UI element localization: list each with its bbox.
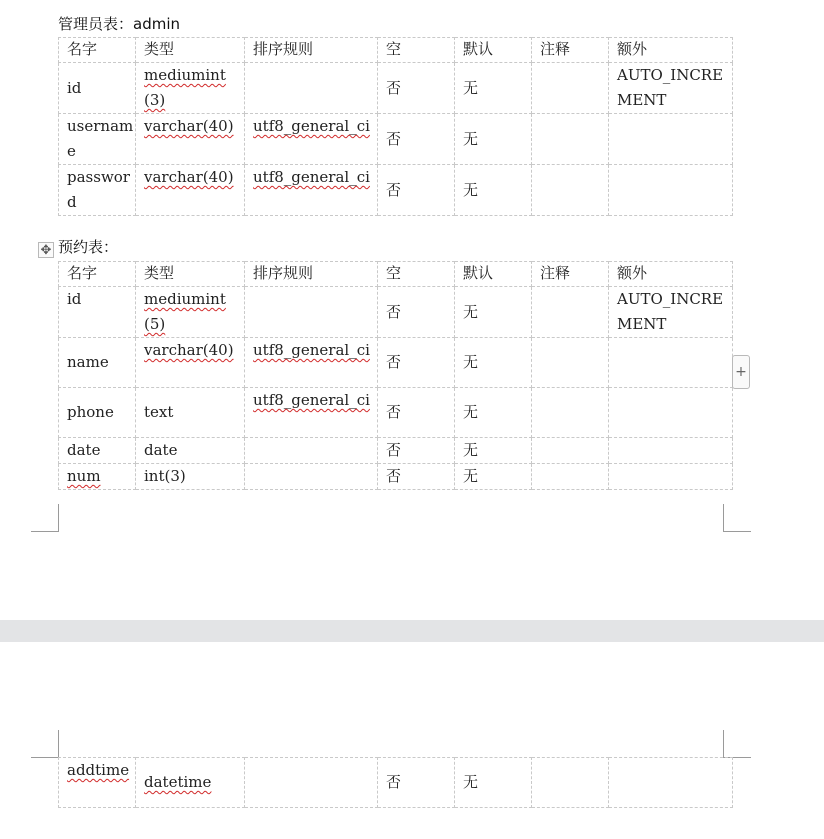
header-cell: 名字 [59, 262, 136, 287]
spellcheck-text: utf8_general_ci [253, 341, 370, 359]
move-arrows-icon[interactable]: ✥ [38, 242, 54, 258]
table-row [59, 438, 733, 464]
booking-table-continued [58, 757, 733, 808]
table-row [59, 464, 733, 490]
collation-cell[interactable] [245, 464, 378, 490]
collation-cell[interactable] [245, 287, 378, 338]
comment-cell[interactable] [532, 114, 609, 165]
collation-cell[interactable] [245, 114, 378, 165]
admin-table-caption: 管理员表：admin [58, 15, 181, 33]
field-name-cell[interactable]: password [59, 165, 136, 216]
field-name-cell[interactable]: id [59, 63, 136, 114]
default-cell[interactable]: 无 [455, 388, 532, 438]
header-cell: 额外 [609, 38, 733, 63]
extra-cell[interactable] [609, 165, 733, 216]
header-cell: 默认 [455, 262, 532, 287]
collation-cell[interactable] [245, 438, 378, 464]
page-corner-mark [31, 504, 59, 532]
header-cell: 类型 [136, 262, 245, 287]
collation-cell[interactable] [245, 388, 378, 438]
header-cell: 额外 [609, 262, 733, 287]
spellcheck-text: varchar(40) [144, 117, 234, 135]
field-name-cell[interactable]: date [59, 438, 136, 464]
table-row [59, 165, 733, 216]
booking-header-row [59, 262, 733, 287]
spellcheck-text: varchar(40) [144, 168, 234, 186]
header-cell: 名字 [59, 38, 136, 63]
collation-cell[interactable] [245, 165, 378, 216]
header-cell: 排序规则 [245, 38, 378, 63]
header-cell: 空 [378, 38, 455, 63]
header-cell: 注释 [532, 38, 609, 63]
field-type-cell[interactable] [136, 114, 245, 165]
collation-cell[interactable] [245, 338, 378, 388]
page-separator [0, 620, 824, 642]
booking-table-caption: 预约表： [58, 238, 119, 256]
extra-cell[interactable] [609, 438, 733, 464]
spellcheck-text: mediumint(5) [144, 290, 226, 333]
table-row [59, 114, 733, 165]
booking-table [58, 261, 733, 490]
default-cell[interactable]: 无 [455, 338, 532, 388]
field-name-cell[interactable]: username [59, 114, 136, 165]
null-cell[interactable]: 否 [378, 464, 455, 490]
null-cell[interactable]: 否 [378, 114, 455, 165]
spellcheck-text: mediumint(3) [144, 66, 226, 109]
header-cell: 排序规则 [245, 262, 378, 287]
comment-cell[interactable] [532, 438, 609, 464]
field-type-cell[interactable] [136, 338, 245, 388]
null-cell[interactable]: 否 [378, 438, 455, 464]
table-row [59, 63, 733, 114]
page-corner-mark [31, 730, 59, 758]
extra-cell[interactable] [609, 114, 733, 165]
field-type-cell[interactable]: text [136, 388, 245, 438]
default-cell[interactable]: 无 [455, 165, 532, 216]
null-cell[interactable]: 否 [378, 287, 455, 338]
page-corner-mark [723, 730, 751, 758]
spellcheck-text: varchar(40) [144, 341, 234, 359]
comment-cell[interactable] [532, 758, 609, 808]
extra-cell[interactable]: AUTO_INCREMENT [609, 63, 733, 114]
default-cell[interactable]: 无 [455, 287, 532, 338]
admin-table [58, 37, 733, 216]
field-type-cell[interactable] [136, 287, 245, 338]
table-row [59, 388, 733, 438]
null-cell[interactable]: 否 [378, 338, 455, 388]
collation-cell[interactable] [245, 63, 378, 114]
comment-cell[interactable] [532, 287, 609, 338]
field-name-cell[interactable] [59, 758, 136, 808]
field-name-cell[interactable]: phone [59, 388, 136, 438]
spellcheck-text: addtime [67, 761, 130, 779]
null-cell[interactable]: 否 [378, 388, 455, 438]
header-cell: 类型 [136, 38, 245, 63]
comment-cell[interactable] [532, 63, 609, 114]
extra-cell[interactable] [609, 388, 733, 438]
extra-cell[interactable] [609, 758, 733, 808]
document-page-2 [0, 642, 824, 839]
spellcheck-text: datetime [144, 773, 212, 791]
header-cell: 注释 [532, 262, 609, 287]
spellcheck-text: num [67, 467, 101, 485]
extra-cell[interactable] [609, 338, 733, 388]
header-cell: 空 [378, 262, 455, 287]
comment-cell[interactable] [532, 388, 609, 438]
field-name-cell[interactable]: id [59, 287, 136, 338]
spellcheck-text: utf8_general_ci [253, 117, 370, 135]
field-type-cell[interactable]: int(3) [136, 464, 245, 490]
comment-cell[interactable] [532, 338, 609, 388]
field-type-cell[interactable] [136, 165, 245, 216]
default-cell[interactable]: 无 [455, 464, 532, 490]
default-cell[interactable]: 无 [455, 438, 532, 464]
field-name-cell[interactable] [59, 464, 136, 490]
table-row [59, 338, 733, 388]
null-cell[interactable]: 否 [378, 63, 455, 114]
null-cell[interactable]: 否 [378, 758, 455, 808]
default-cell[interactable]: 无 [455, 758, 532, 808]
plus-icon[interactable]: + [732, 355, 750, 389]
field-type-cell[interactable] [136, 63, 245, 114]
admin-header-row [59, 38, 733, 63]
null-cell[interactable]: 否 [378, 165, 455, 216]
spellcheck-text: utf8_general_ci [253, 391, 370, 409]
table-row [59, 287, 733, 338]
field-type-cell[interactable] [136, 758, 245, 808]
field-type-cell[interactable]: date [136, 438, 245, 464]
page-corner-mark [723, 504, 751, 532]
default-cell[interactable]: 无 [455, 114, 532, 165]
comment-cell[interactable] [532, 165, 609, 216]
extra-cell[interactable] [609, 464, 733, 490]
spellcheck-text: utf8_general_ci [253, 168, 370, 186]
collation-cell[interactable] [245, 758, 378, 808]
field-name-cell[interactable]: name [59, 338, 136, 388]
table-row [59, 758, 733, 808]
default-cell[interactable]: 无 [455, 63, 532, 114]
extra-cell[interactable]: AUTO_INCREMENT [609, 287, 733, 338]
header-cell: 默认 [455, 38, 532, 63]
comment-cell[interactable] [532, 464, 609, 490]
